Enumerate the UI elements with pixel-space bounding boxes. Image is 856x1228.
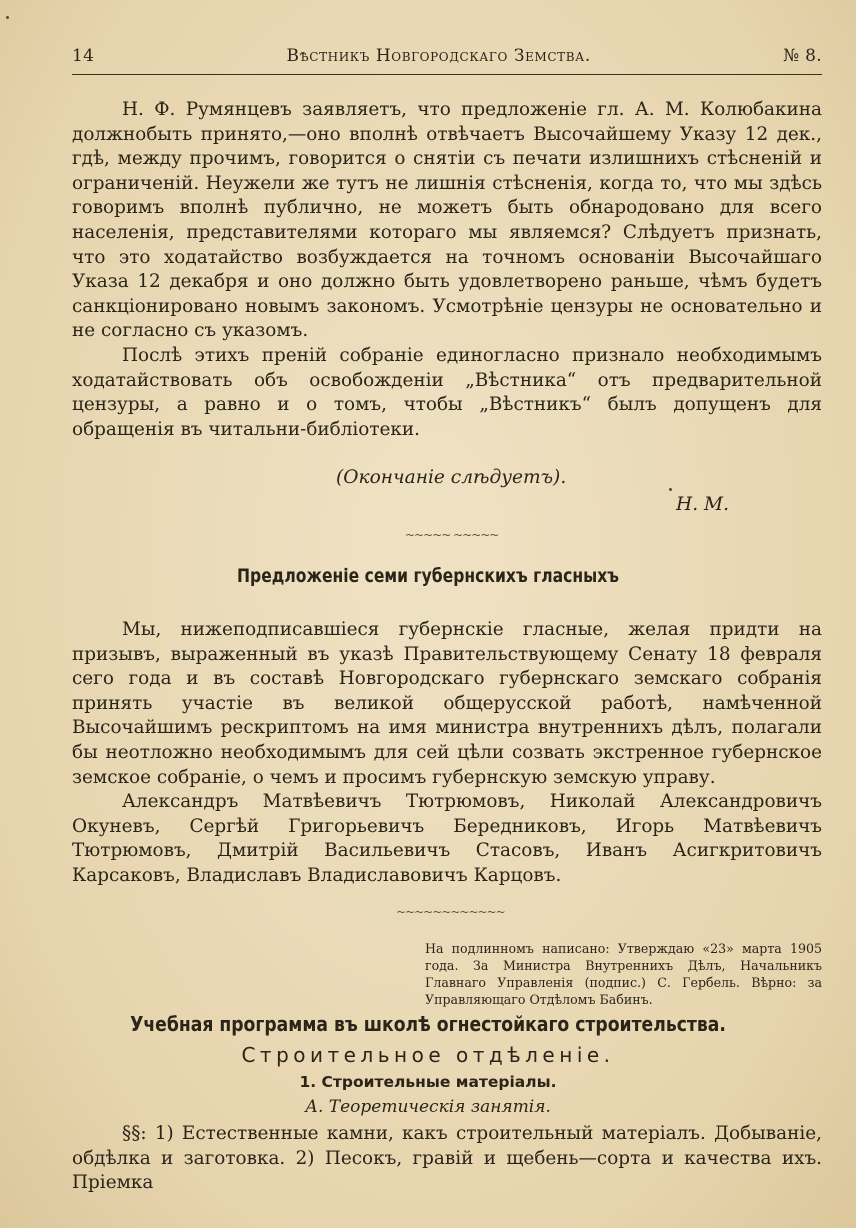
signatories: Александръ Матвѣевичъ Тютрюмовъ, Николай Александровичъ Окуневъ, Сергѣй Григорьевичъ Бередниковъ, Игорь Матвѣевичъ Тютрюмовъ, Дмитрій Васильевичъ Стасовъ, Иванъ Асигкритовичъ Карсаковъ, Владиславъ Владиславовичъ Карцовъ. (72, 791, 822, 886)
section3-title: Учебная программа въ школѣ огнестойкаго строительства. (130, 1012, 726, 1036)
signature: Н. М. (676, 494, 729, 515)
continuation-note: (Окончаніе слѣдуетъ). (336, 467, 567, 488)
department-heading: Строительное отдѣленіе. (241, 1043, 615, 1067)
section2-text (72, 618, 822, 889)
paragraph: Н. Ф. Румянцевъ заявляетъ, что предложеніе гл. А. М. Колюбакина должнобыть принято,—оно вполнѣ отвѣчаетъ Высочайшему Указу 12 дек., гдѣ, между прочимъ, говорится о снятіи съ печати излишнихъ стѣсненій и ограниченій. Неужели же тутъ не лишнія стѣсненія, когда то, что мы здѣсь говоримъ вполнѣ публично, не можетъ быть обнародовано для всего населенія, представителями котораго мы являемся? Слѣдуетъ признать, что это ходатайство возбуждается на точномъ основаніи Высочайшаго Указа 12 декабря и оно должно быть удовлетворено раньше, чѣмъ будетъ санкціонировано новымъ закономъ. Усмотрѣніе цензуры не основательно и не согласно съ указомъ. (72, 99, 822, 342)
journal-title: Вѣстникъ Новгородскаго Земства. (286, 46, 591, 66)
subsection-heading: 1. Строительные матеріалы. (299, 1073, 557, 1091)
ornament-divider: ~~~~~ ~~~~~ (405, 528, 499, 542)
page-number: 14 (72, 46, 95, 66)
paragraph: §§: 1) Естественные камни, какъ строительный матеріалъ. Добываніе, обдѣлка и заготовка. 2) Песокъ, гравій и щебень—сорта и качества ихъ. Пріемка (72, 1123, 822, 1194)
ink-speck (6, 16, 9, 19)
paragraph: Послѣ этихъ преній собраніе единогласно признало необходимымъ ходатайствовать объ освобожденіи „Вѣстника“ отъ предварительной цензуры, а равно и о томъ, чтобы „Вѣстникъ“ былъ допущенъ для обращенія въ читальни-библіотеки. (72, 344, 822, 440)
section1-text (72, 98, 822, 442)
running-head (72, 46, 822, 75)
certification-text: На подлинномъ написано: Утверждаю «23» марта 1905 года. За Министра Внутреннихъ Дѣлъ, Начальникъ Главнаго Управленія (подпис.) С. Гербель. Вѣрно: за Управляющаго Отдѣломъ Бабинъ. (425, 941, 822, 1007)
ornament-divider: ~~~~~~~~~~~~ (396, 905, 505, 919)
sub-subsection-heading: А. Теоретическія занятія. (305, 1097, 551, 1117)
section2-title: Предложеніе семи губернскихъ гласныхъ (237, 565, 619, 587)
section3-text (72, 1122, 822, 1196)
issue-number: № 8. (783, 46, 822, 66)
certification-block (425, 940, 822, 1008)
ink-speck (669, 488, 672, 491)
paragraph: Мы, нижеподписавшіеся губернскіе гласные, желая придти на призывъ, выраженный въ указѣ Правительствующему Сенату 18 февраля сего года и въ составѣ Новгородскаго губернскаго земскаго собранія принять участіе въ великой общерусской работѣ, намѣченной Высочайшимъ рескриптомъ на имя министра внутреннихъ дѣлъ, полагали бы неотложно необходимымъ для сей цѣли созвать экстренное губернское земское собраніе, о чемъ и просимъ губернскую земскую управу. (72, 619, 822, 788)
